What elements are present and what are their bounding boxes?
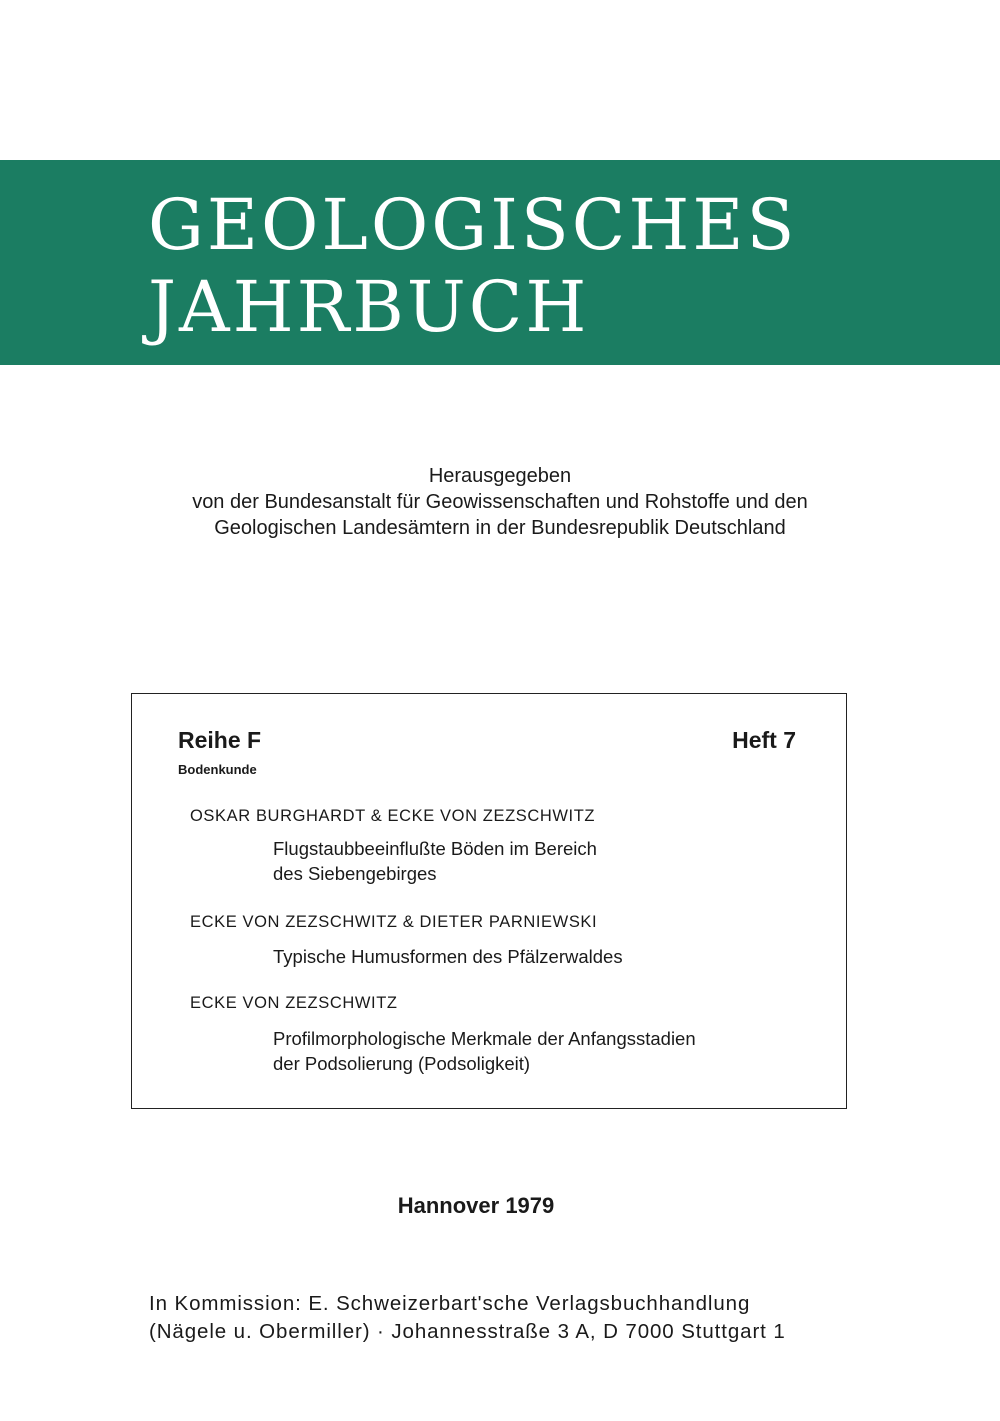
series-label: Reihe F	[178, 727, 262, 753]
entry-1-title-line-2: des Siebengebirges	[273, 863, 437, 884]
publisher-line-2: von der Bundesanstalt für Geowissenschaften und Rohstoffe und den	[192, 491, 808, 513]
commission-line-2: (Nägele u. Obermiller) · Johannesstraße 3 A, D 7000 Stuttgart 1	[149, 1320, 786, 1343]
entry-1-title-line-1: Flugstaubbeeinflußte Böden im Bereich	[273, 838, 597, 859]
entry-1-authors: OSKAR BURGHARDT & ECKE VON ZEZSCHWITZ	[190, 807, 596, 825]
issue-label: Heft 7	[732, 727, 796, 753]
publisher-line-1: Herausgegeben	[428, 465, 572, 487]
journal-title-line-2: JAHRBUCH	[148, 266, 590, 348]
publisher-statement	[0, 463, 1000, 541]
entry-3-authors: ECKE VON ZEZSCHWITZ	[190, 994, 398, 1012]
commission-statement	[149, 1290, 786, 1346]
place-and-year: Hannover 1979	[397, 1193, 555, 1218]
entry-2-title-line-1: Typische Humusformen des Pfälzerwaldes	[273, 946, 623, 967]
journal-title-line-1: GEOLOGISCHES	[148, 184, 798, 266]
contents-box	[131, 693, 847, 1109]
entry-2-title	[273, 944, 623, 969]
entry-3-title	[273, 1026, 696, 1076]
entry-3-title-line-2: der Podsolierung (Podsoligkeit)	[273, 1053, 531, 1074]
publisher-line-3: Geologischen Landesämtern in der Bundesrepublik Deutschland	[214, 517, 786, 539]
title-banner	[0, 160, 1000, 365]
entry-3-title-line-1: Profilmorphologische Merkmale der Anfangsstadien	[273, 1028, 696, 1049]
entry-2-authors: ECKE VON ZEZSCHWITZ & DIETER PARNIEWSKI	[190, 913, 598, 931]
commission-line-1: In Kommission: E. Schweizerbart'sche Verlagsbuchhandlung	[149, 1292, 751, 1315]
subject-label: Bodenkunde	[178, 762, 257, 777]
entry-1-title	[273, 836, 597, 886]
